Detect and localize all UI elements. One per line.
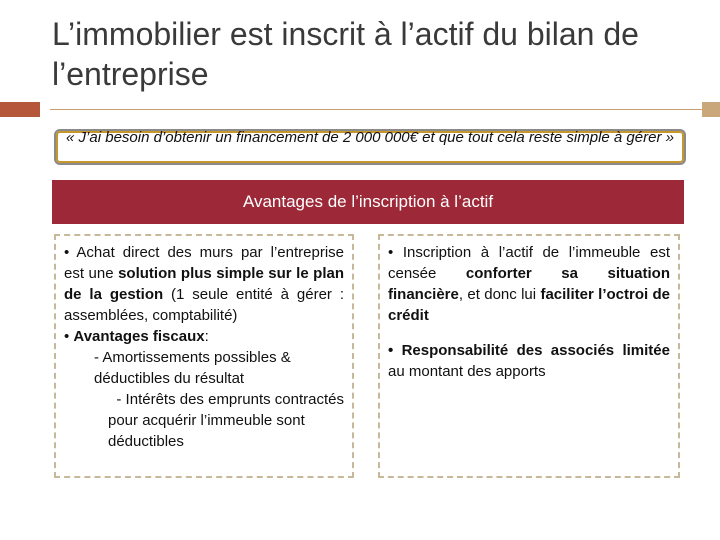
title-divider — [50, 109, 720, 110]
title-accent-block — [0, 102, 40, 117]
right-bullet-2 — [388, 340, 670, 382]
section-banner: Avantages de l’inscription à l’actif — [52, 180, 684, 224]
left-b2-tail: : — [204, 328, 209, 345]
right-b1-bold-1: conforter sa situation financière — [388, 265, 670, 303]
left-sub-3: pour acquérir l’immeuble sont déductibles — [108, 412, 305, 450]
left-b2-bold: Avantages fiscaux — [73, 328, 205, 345]
quote-text: « J’ai besoin d’obtenir un financement de 2 000 000€ et que tout cela reste simple à gérer » — [66, 129, 674, 146]
right-b1-mid: , et donc lui — [458, 286, 541, 303]
left-b2-bullet: • — [64, 328, 74, 345]
left-sub-1: - Amortissements possibles & déductibles du résultat — [94, 349, 291, 387]
right-b2-bold: • Responsabilité des associés limitée — [388, 342, 670, 359]
right-gap — [388, 326, 670, 340]
right-column — [378, 234, 680, 478]
slide-title: L’immobilier est inscrit à l’actif du bilan de l’entreprise — [52, 16, 639, 92]
left-sub-2: - Intérêts des emprunts contractés — [116, 391, 344, 408]
right-b2-tail: au montant des apports — [388, 363, 546, 380]
right-b1-bold-2: faciliter l’octroi de crédit — [388, 286, 670, 324]
left-bullet-2 — [64, 326, 344, 347]
left-b1-text: • Achat direct des murs par l’entreprise est une — [64, 244, 344, 282]
left-column — [54, 234, 354, 478]
right-bullet-1 — [388, 242, 670, 326]
left-b1-bold: solution plus simple sur le plan de la gestion — [64, 265, 345, 303]
left-b1-tail: (1 seule entité à gérer : assemblées, comptabilité) — [64, 286, 344, 324]
right-b1-text: • Inscription à l’actif de l’immeuble est censée — [388, 244, 670, 282]
title-accent-block-right — [702, 102, 720, 117]
left-bullet-1 — [64, 242, 344, 326]
